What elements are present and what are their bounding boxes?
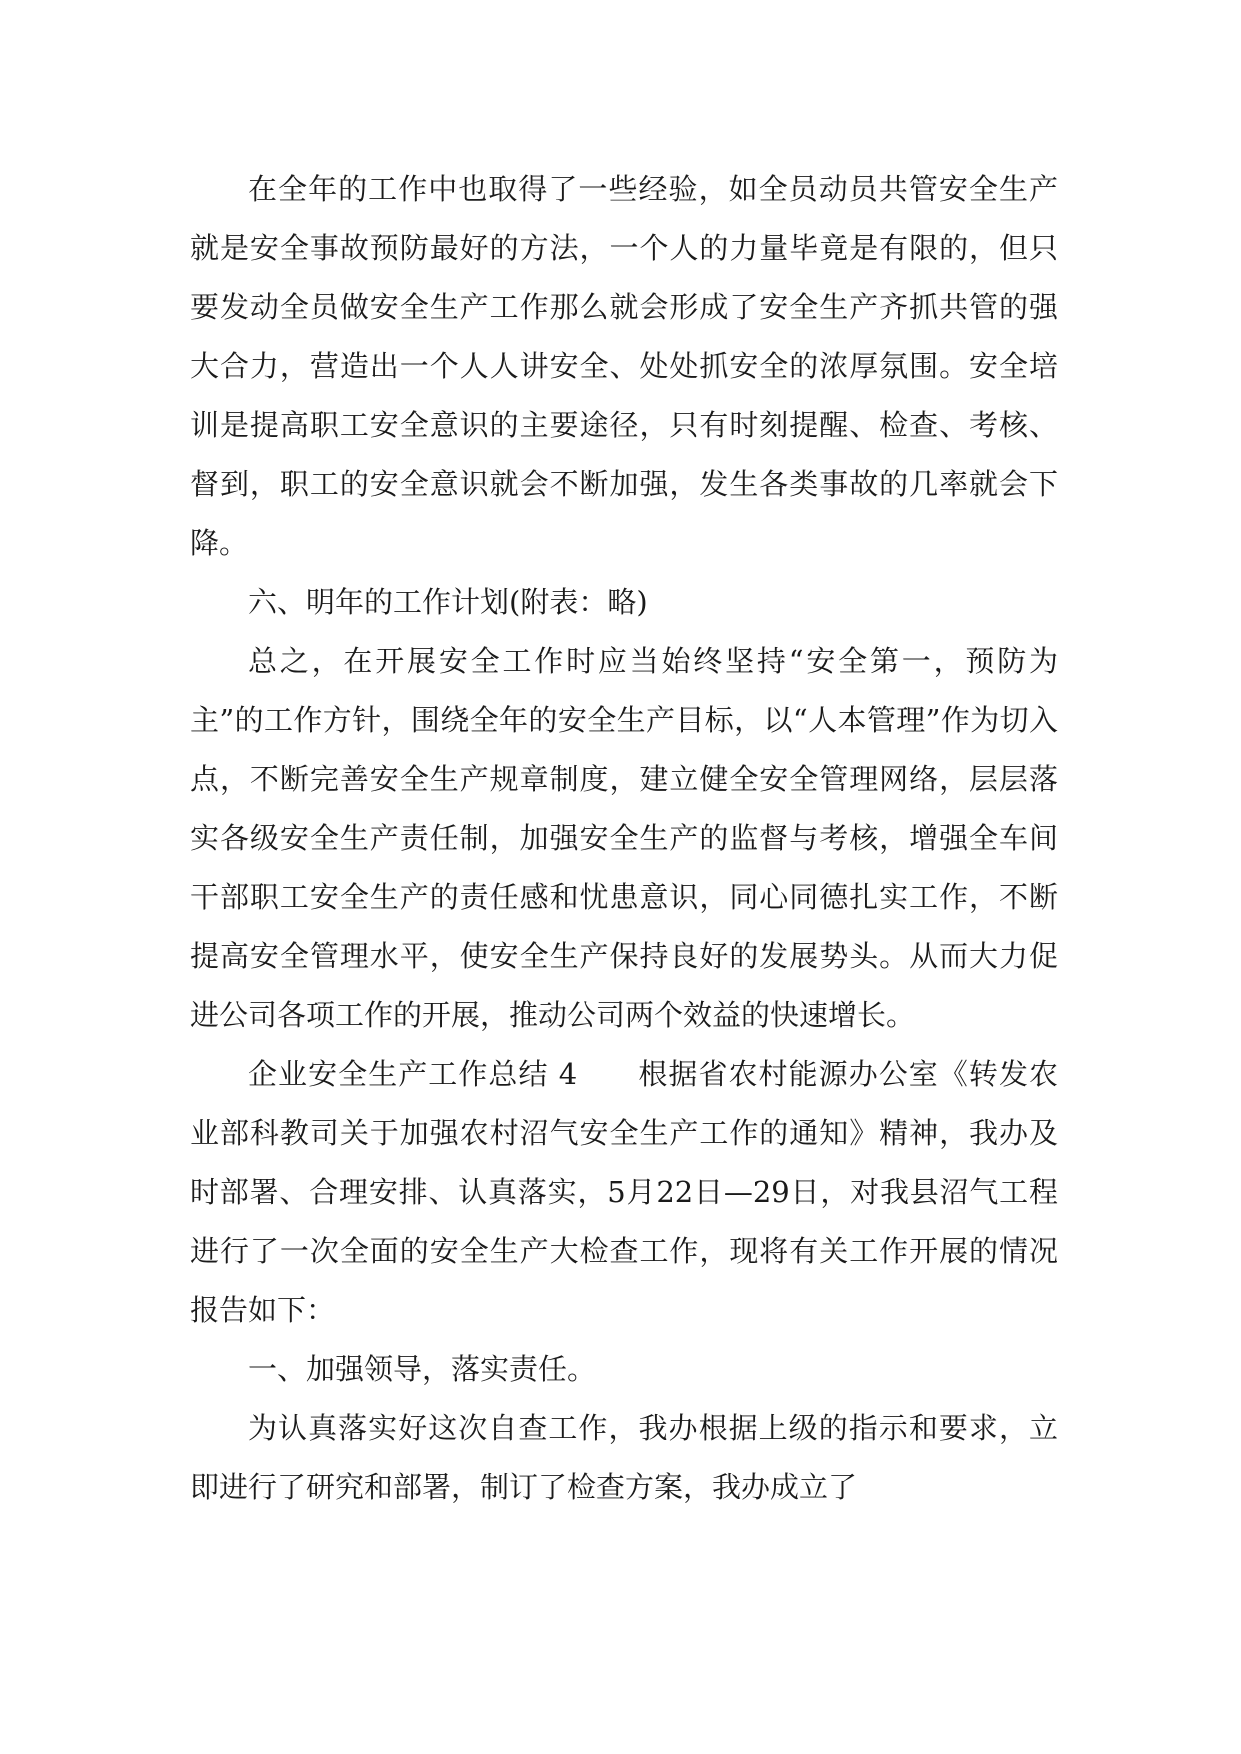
paragraph-next-year-plan: 六、明年的工作计划(附表：略) [248,585,648,619]
paragraph-section-heading-1: 一、加强领导，落实责任。 [248,1352,597,1386]
document-body [190,160,1058,1517]
paragraph-self-check: 为认真落实好这次自查工作，我办根据上级的指示和要求，立即进行了研究和部署，制订了检查方案，我办成立了 [190,1411,1058,1504]
paragraph-experience: 在全年的工作中也取得了一些经验，如全员动员共管安全生产就是安全事故预防最好的方法，一个人的力量毕竟是有限的，但只要发动全员做安全生产工作那么就会形成了安全生产齐抓共管的强大合力，营造出一个人人讲安全、处处抓安全的浓厚氛围。安全培训是提高职工安全意识的主要途径，只有时刻提醒、检查、考核、督到，职工的安全意识就会不断加强，发生各类事故的几率就会下降。 [190,172,1058,560]
paragraph-conclusion: 总之，在开展安全工作时应当始终坚持“安全第一，预防为主”的工作方针，围绕全年的安全生产目标，以“人本管理”作为切入点，不断完善安全生产规章制度，建立健全安全管理网络，层层落实各级安全生产责任制，加强安全生产的监督与考核，增强全车间干部职工安全生产的责任感和忧患意识，同心同德扎实工作，不断提高安全管理水平，使安全生产保持良好的发展势头。从而大力促进公司各项工作的开展，推动公司两个效益的快速增长。 [190,644,1058,1032]
paragraph-summary-4-intro: 企业安全生产工作总结 4 根据省农村能源办公室《转发农业部科教司关于加强农村沼气安全生产工作的通知》精神，我办及时部署、合理安排、认真落实，5月22日—29日，对我县沼气工程进行了一次全面的安全生产大检查工作，现将有关工作开展的情况报告如下： [190,1057,1058,1327]
